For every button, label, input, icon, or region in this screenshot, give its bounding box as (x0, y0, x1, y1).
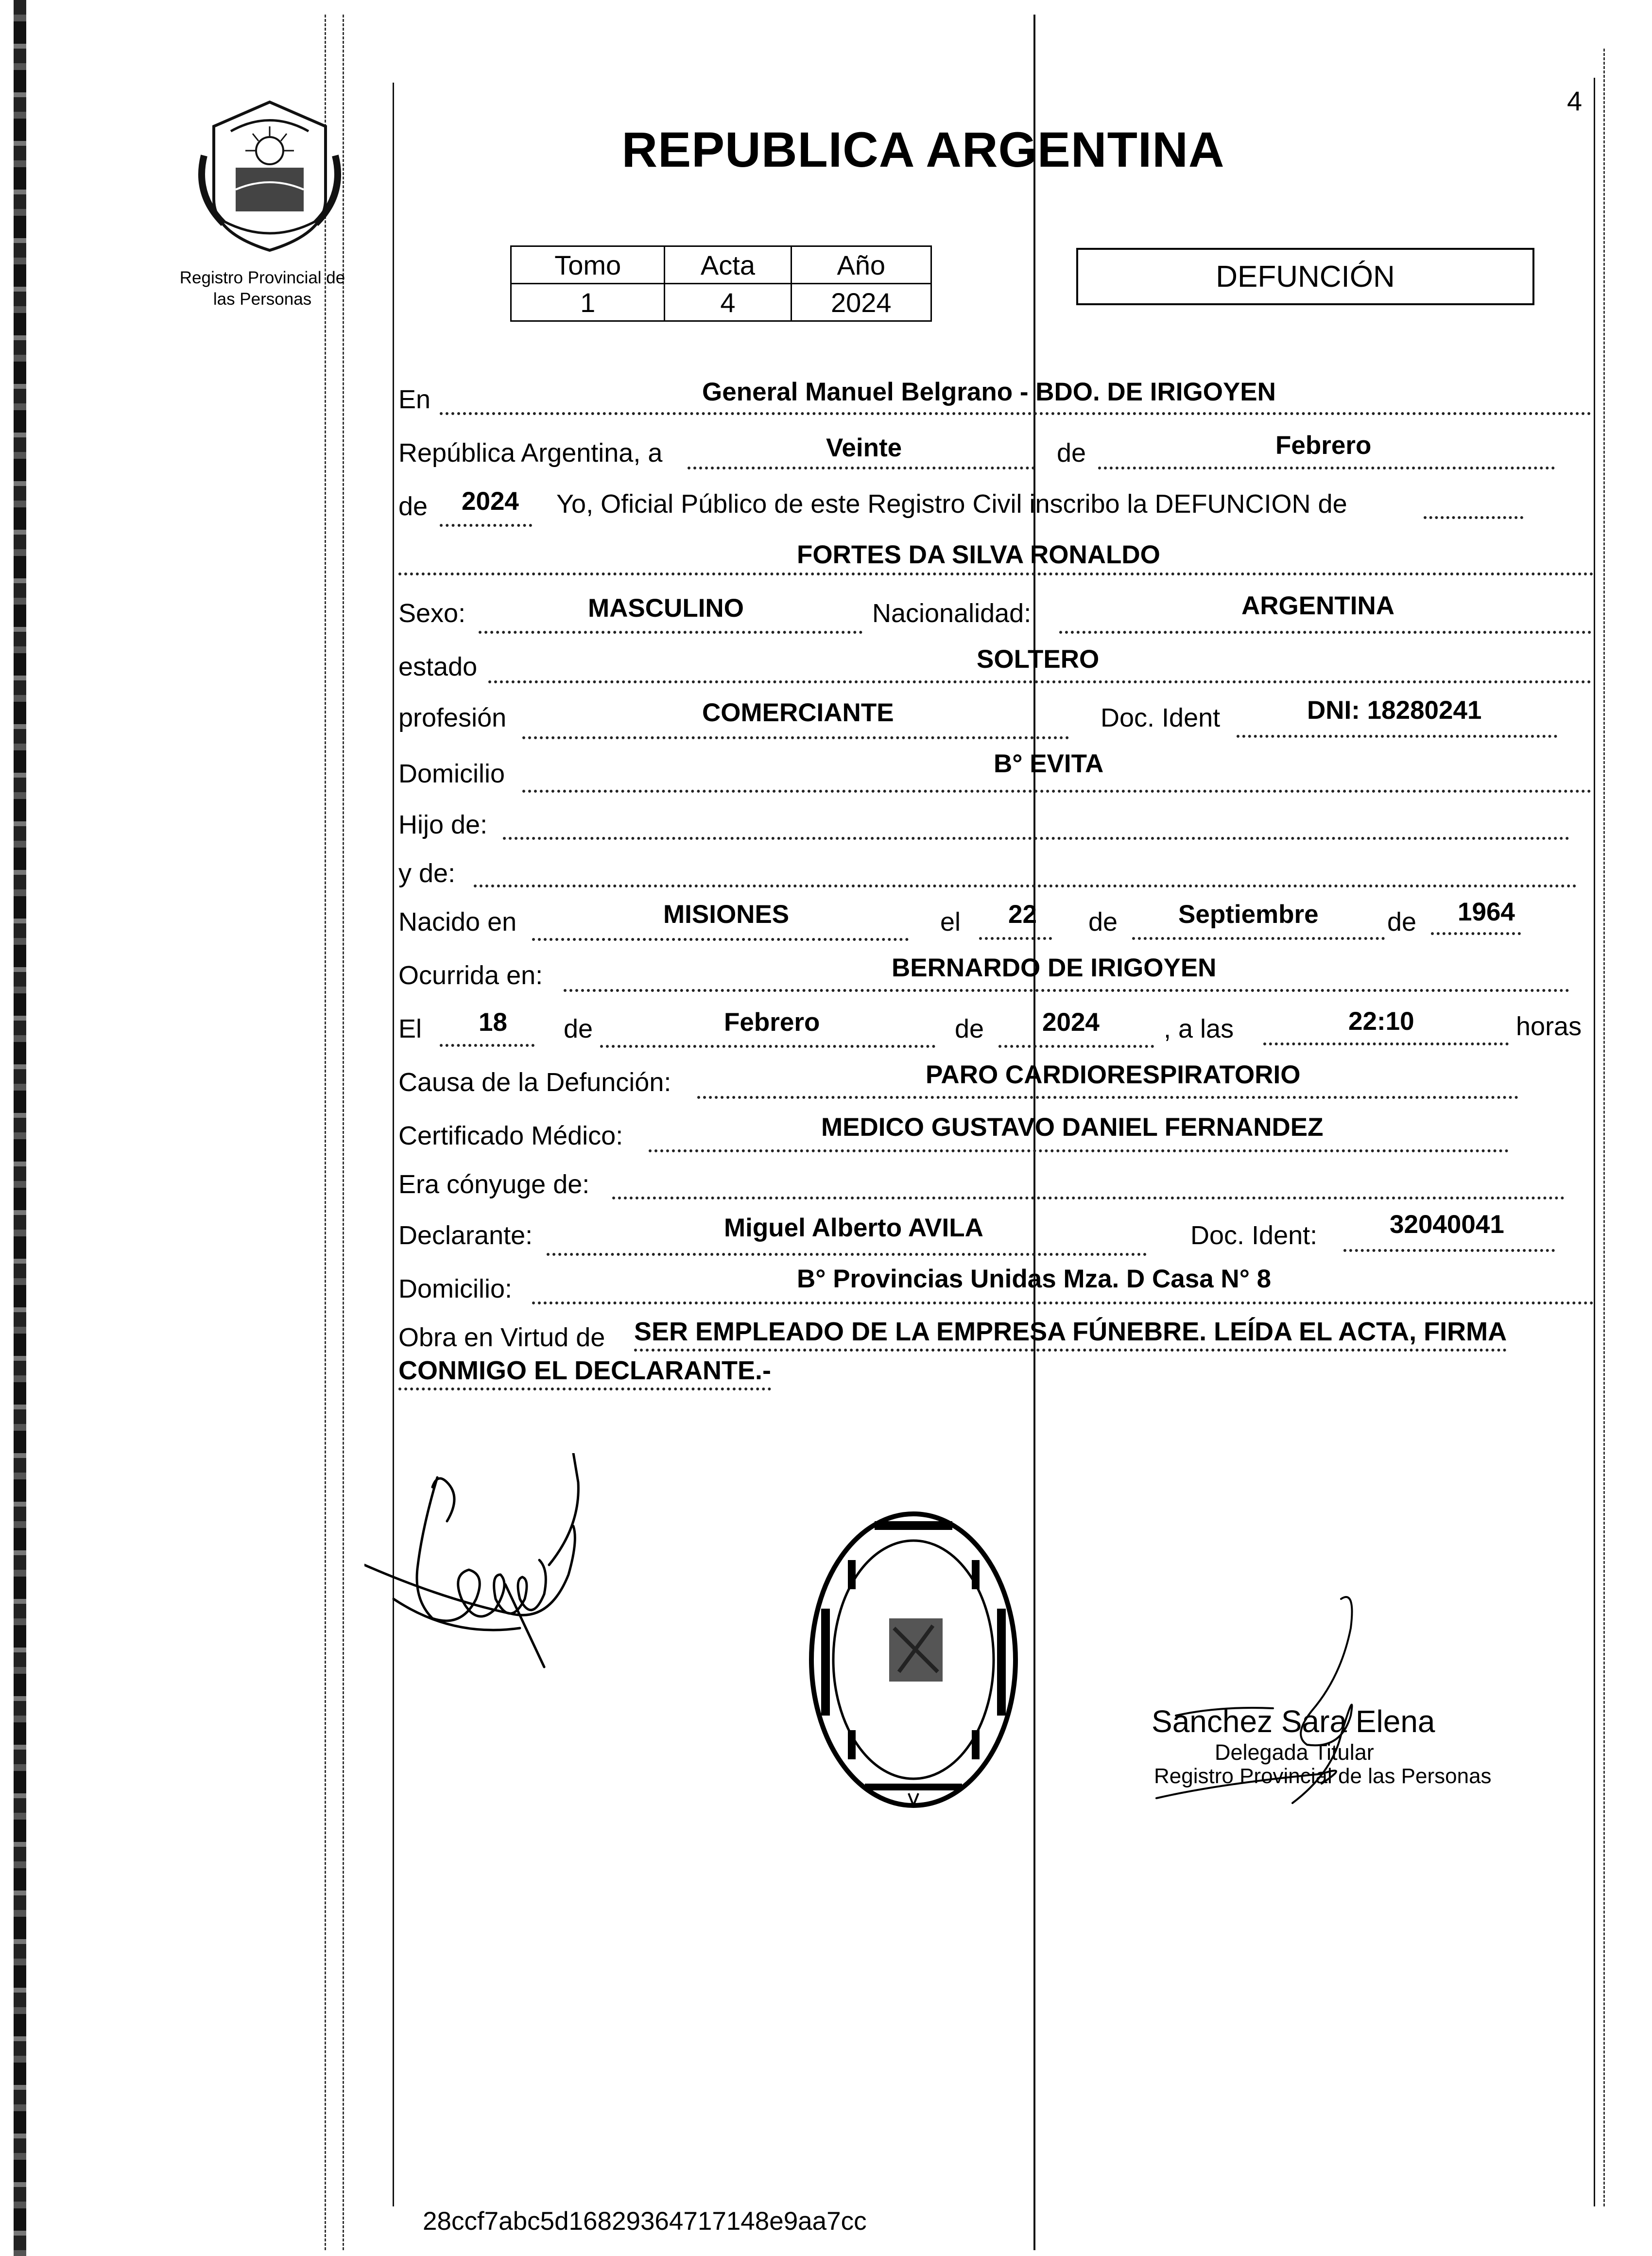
profesion-line (522, 736, 1069, 739)
causa-value: PARO CARDIORESPIRATORIO (926, 1060, 1301, 1089)
month-value: Febrero (1275, 431, 1372, 460)
death-month: Febrero (724, 1008, 820, 1037)
death-time-line (1263, 1042, 1509, 1045)
doc2-line (1343, 1249, 1555, 1252)
birth-month: Septiembre (1178, 900, 1319, 929)
declarante-value: Miguel Alberto AVILA (724, 1214, 983, 1242)
scan-edge (14, 0, 26, 2256)
horas-label: horas (1516, 1012, 1582, 1041)
doc-label: Doc. Ident (1101, 703, 1221, 732)
nacionalidad-line (1059, 631, 1591, 634)
document-hash: 28ccf7abc5d16829364717148e9aa7cc (423, 2207, 867, 2236)
registrar-role: Delegada Titular (1215, 1740, 1374, 1765)
tomo-value: 1 (511, 284, 665, 321)
nacionalidad-label: Nacionalidad: (872, 599, 1032, 628)
year-value: 2024 (462, 487, 519, 516)
en-label: En (398, 385, 431, 414)
obra-label: Obra en Virtud de (398, 1323, 605, 1352)
nacionalidad-value: ARGENTINA (1241, 591, 1395, 620)
certificado-label: Certificado Médico: (398, 1121, 623, 1150)
alas-label: , a las (1164, 1014, 1234, 1043)
domicilio2-label: Domicilio: (398, 1274, 513, 1303)
el2-label: El (398, 1014, 422, 1043)
record-box (510, 245, 932, 322)
estado-value: SOLTERO (977, 645, 1100, 674)
record-type: DEFUNCIÓN (1076, 248, 1534, 305)
obra-value-line1: SER EMPLEADO DE LA EMPRESA FÚNEBRE. LEÍDA EL ACTA, FIRMA (634, 1315, 1507, 1352)
name-line-a (1424, 516, 1523, 519)
doc-value: DNI: 18280241 (1307, 696, 1482, 725)
domicilio-value: B° EVITA (994, 749, 1104, 778)
de4-label: de (1387, 907, 1417, 937)
declarant-signature (364, 1453, 617, 1686)
hijo-line (503, 837, 1569, 840)
ocurrida-value: BERNARDO DE IRIGOYEN (892, 954, 1217, 982)
name-line (398, 573, 1594, 575)
province-logo (194, 97, 345, 253)
nacido-line (532, 938, 909, 941)
estado-line (488, 680, 1591, 683)
certificado-line (649, 1149, 1509, 1152)
doc2-value: 32040041 (1390, 1210, 1504, 1239)
registry-label-line1: Registro Provincial de (179, 268, 345, 287)
birth-day: 22 (1008, 900, 1037, 929)
registry-label-line2: las Personas (213, 290, 312, 309)
doc2-label: Doc. Ident: (1190, 1221, 1318, 1250)
declarante-line (547, 1253, 1147, 1256)
ocurrida-line (564, 989, 1569, 992)
republica-label: República Argentina, a (398, 438, 663, 468)
nacido-label: Nacido en (398, 907, 517, 937)
form-border-right (1594, 78, 1595, 2206)
de3-label: de (1088, 907, 1118, 937)
death-day: 18 (479, 1008, 507, 1037)
official-text: Yo, Oficial Público de este Registro Civil inscribo la DEFUNCION de (556, 489, 1347, 519)
month-line (1098, 467, 1555, 469)
doc-line (1237, 735, 1557, 738)
sexo-value: MASCULINO (588, 594, 744, 623)
domicilio-label: Domicilio (398, 759, 505, 788)
form-border-left (393, 83, 394, 2206)
conyuge-label: Era cónyuge de: (398, 1170, 590, 1199)
birth-year-line (1431, 932, 1521, 935)
sexo-label: Sexo: (398, 599, 466, 628)
death-month-line (600, 1045, 935, 1048)
declarante-label: Declarante: (398, 1221, 533, 1250)
sexo-line (479, 631, 862, 634)
hijo-label: Hijo de: (398, 810, 488, 839)
certificado-value: MEDICO GUSTAVO DANIEL FERNANDEZ (821, 1113, 1324, 1142)
death-time: 22:10 (1348, 1007, 1414, 1036)
year-line (440, 524, 532, 527)
day-value: Veinte (826, 434, 902, 462)
el-label: el (940, 907, 961, 937)
profesion-value: COMERCIANTE (702, 698, 894, 727)
death-day-line (440, 1044, 534, 1047)
registry-label (146, 267, 379, 310)
obra-value-line2: CONMIGO EL DECLARANTE.- (398, 1354, 771, 1390)
day-line (688, 467, 1035, 469)
acta-value: 4 (665, 284, 791, 321)
registrar-name: Sanchez Sara Elena (1152, 1704, 1435, 1739)
acta-header: Acta (665, 246, 791, 284)
page-number: 4 (1567, 86, 1583, 116)
domicilio-line (522, 790, 1591, 793)
domicilio2-value: B° Provincias Unidas Mza. D Casa N° 8 (797, 1265, 1272, 1293)
official-stamp (802, 1502, 1025, 1818)
nacido-value: MISIONES (663, 900, 790, 929)
conyuge-line (612, 1197, 1565, 1199)
profesion-label: profesión (398, 703, 507, 732)
de6-label: de (955, 1014, 984, 1043)
page-title: REPUBLICA ARGENTINA (621, 122, 1225, 177)
form-border-right-dash (1603, 49, 1605, 2206)
deceased-name: FORTES DA SILVA RONALDO (797, 540, 1160, 569)
estado-label: estado (398, 652, 478, 681)
registrar-registry: Registro Provincial de las Personas (1154, 1764, 1492, 1788)
de-label: de (1057, 438, 1086, 468)
causa-line (697, 1096, 1518, 1099)
birth-day-line (979, 937, 1052, 940)
death-year: 2024 (1042, 1008, 1100, 1037)
death-year-line (998, 1045, 1154, 1048)
yde-line (474, 885, 1577, 887)
yde-label: y de: (398, 859, 456, 888)
tomo-header: Tomo (511, 246, 665, 284)
margin-line-left-2 (343, 15, 344, 2250)
de2-label: de (398, 492, 428, 521)
ano-header: Año (791, 246, 931, 284)
domicilio2-line (532, 1302, 1594, 1304)
de5-label: de (564, 1014, 593, 1043)
en-line (440, 412, 1591, 415)
margin-line-left (325, 15, 326, 2250)
birth-year: 1964 (1458, 898, 1515, 926)
en-value: General Manuel Belgrano - BDO. DE IRIGOYEN (702, 378, 1276, 406)
causa-label: Causa de la Defunción: (398, 1068, 671, 1097)
birth-month-line (1132, 937, 1385, 940)
ocurrida-label: Ocurrida en: (398, 961, 543, 990)
ano-value: 2024 (791, 284, 931, 321)
